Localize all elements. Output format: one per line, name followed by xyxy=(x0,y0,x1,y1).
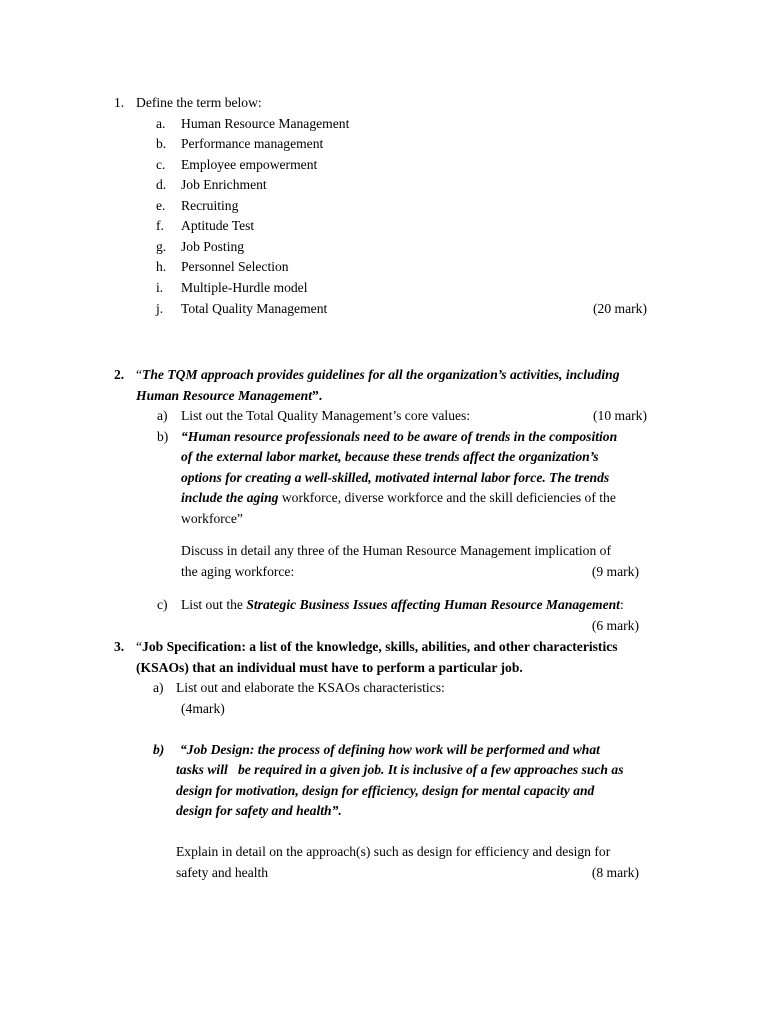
q3-quote-line-1 xyxy=(136,637,618,658)
q1-item-text: Total Quality Management xyxy=(181,301,328,316)
q1-item-letter: d. xyxy=(156,177,167,192)
q1-item-text: Employee empowerment xyxy=(181,157,318,172)
q2c-text-suffix: : xyxy=(619,597,624,612)
q3b-explain-line: Explain in detail on the approach(s) such as design for efficiency and design for xyxy=(176,844,611,859)
q3b-quote-line: design for safety and health”. xyxy=(176,803,342,818)
q2b-quote-line: “Human resource professionals need to be aware of trends in the composition xyxy=(181,429,618,444)
q1-item-letter: f. xyxy=(156,218,164,233)
q1-item-letter: e. xyxy=(156,198,166,213)
q1-item-letter: i. xyxy=(156,280,164,295)
q2b-quote-plain: workforce, diverse workforce and the skill deficiencies of the xyxy=(278,490,616,505)
q3b-quote-line: design for motivation, design for efficiency, design for mental capacity and xyxy=(176,783,595,798)
q2b-label: b) xyxy=(157,429,169,444)
q1-item-letter: a. xyxy=(156,116,166,131)
q1-item-text: Personnel Selection xyxy=(181,259,289,274)
q1-item-letter: h. xyxy=(156,259,167,274)
q1-item-text: Job Posting xyxy=(181,239,245,254)
q2-quote-line-2 xyxy=(136,386,322,407)
q1-item-letter: b. xyxy=(156,136,167,151)
q1-item-text: Human Resource Management xyxy=(181,116,350,131)
q1-mark: (20 mark) xyxy=(593,301,647,316)
q2-close-quote: ”. xyxy=(311,388,323,403)
q1-item-text: Job Enrichment xyxy=(181,177,267,192)
q2a-text: List out the Total Quality Management’s core values: xyxy=(181,408,471,423)
q1-item-text: Multiple-Hurdle model xyxy=(181,280,308,295)
q2b-quote-line: of the external labor market, because these trends affect the organization’s xyxy=(181,449,599,464)
q2c-label: c) xyxy=(157,597,168,612)
q3b-quote-line: tasks will be required in a given job. It is inclusive of a few approaches such as xyxy=(176,762,624,777)
q3-quote-text: Job Specification: a list of the knowledge, skills, abilities, and other characteristics xyxy=(142,639,618,654)
q1-number: 1. xyxy=(114,95,125,110)
q2c-mark: (6 mark) xyxy=(591,618,639,633)
q2-quote-line-1 xyxy=(136,365,620,386)
q2-open-quote: “ xyxy=(136,367,143,382)
q1-item-letter: j. xyxy=(156,301,164,316)
q3a-label: a) xyxy=(153,680,164,695)
q2b-quote-bold: include the aging xyxy=(181,490,279,505)
q3a-text: List out and elaborate the KSAOs characteristics: xyxy=(176,680,445,695)
q3a-mark: (4mark) xyxy=(181,701,225,716)
q3b-mark: (8 mark) xyxy=(591,865,639,880)
q2c-text-prefix: List out the xyxy=(181,597,247,612)
q1-item-text: Recruiting xyxy=(181,198,239,213)
q1-item-text: Aptitude Test xyxy=(181,218,255,233)
q2-number: 2. xyxy=(114,367,125,382)
q2c-text-bold: Strategic Business Issues affecting Human Resource Management xyxy=(246,597,620,612)
q2-quote-text: The TQM approach provides guidelines for all the organization’s activities, including xyxy=(142,367,620,382)
q3-quote-line-2: (KSAOs) that an individual must have to perform a particular job. xyxy=(136,660,523,675)
q3b-explain-line: safety and health xyxy=(176,865,269,880)
q3b-quote-line: “Job Design: the process of defining how work will be performed and what xyxy=(180,742,600,757)
q2a-label: a) xyxy=(157,408,168,423)
q2-quote-text: Human Resource Management xyxy=(136,388,312,403)
q2b-quote-line xyxy=(181,488,616,509)
q2c-text xyxy=(181,595,624,616)
q1-stem: Define the term below: xyxy=(136,95,262,110)
q3b-label: b) xyxy=(153,742,165,757)
q2b-quote-line: workforce” xyxy=(181,511,243,526)
q3-number: 3. xyxy=(114,639,125,654)
q2a-mark: (10 mark) xyxy=(593,408,647,423)
q2b-mark: (9 mark) xyxy=(591,564,639,579)
q1-item-letter: g. xyxy=(156,239,167,254)
q2b-quote-line: options for creating a well-skilled, motivated internal labor force. The trends xyxy=(181,470,610,485)
q1-item-text: Performance management xyxy=(181,136,324,151)
q1-item-letter: c. xyxy=(156,157,166,172)
q3-open-quote: “ xyxy=(136,639,143,654)
q2b-discuss-line: Discuss in detail any three of the Human Resource Management implication of xyxy=(181,543,611,558)
q2b-discuss-line: the aging workforce: xyxy=(181,564,295,579)
